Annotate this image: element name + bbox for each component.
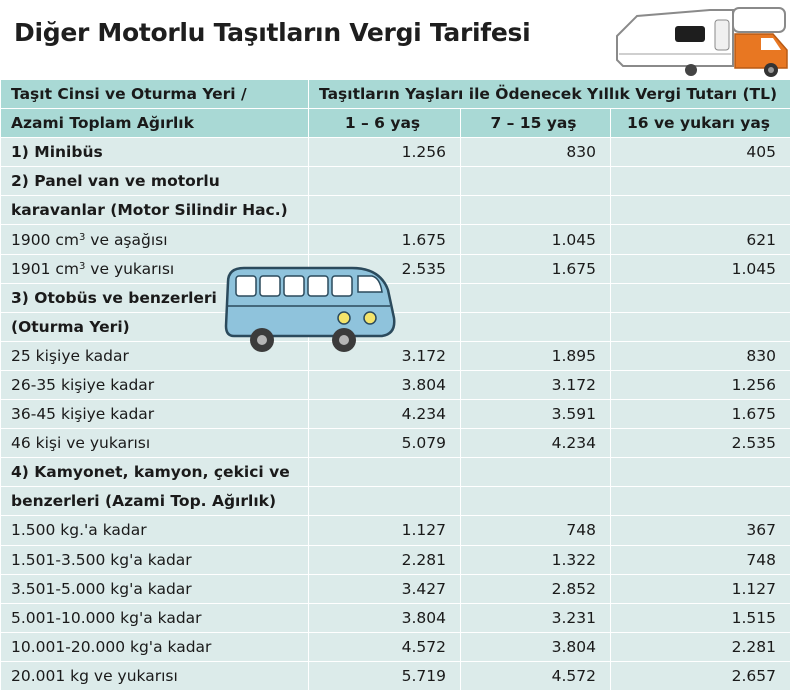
tax-value-cell: 621 [611,225,790,254]
vehicle-type-cell: karavanlar (Motor Silindir Hac.) [1,196,309,225]
label-text: 1901 cm [11,260,79,278]
vehicle-type-header: Taşıt Cinsi ve Oturma Yeri / [1,80,309,109]
table-row [1,487,790,516]
tax-value-cell: 2.281 [309,545,461,574]
table-row [1,225,790,254]
vehicle-type-cell: 26-35 kişiye kadar [1,370,309,399]
tax-amount-group-header: Taşıtların Yaşları ile Ödenecek Yıllık Vergi Tutarı (TL) [309,80,790,109]
tax-value-cell: 5.079 [309,429,461,458]
tax-value-cell [309,458,461,487]
table-row [1,400,790,429]
tax-value-cell: 3.427 [309,574,461,603]
table-row [1,661,790,690]
header-row [1,109,790,138]
tax-value-cell: 1.322 [461,545,611,574]
tax-value-cell: 2.281 [611,632,790,661]
table-row [1,516,790,545]
tax-value-cell: 748 [461,516,611,545]
tax-value-cell: 830 [611,341,790,370]
tax-value-cell [461,458,611,487]
vehicle-type-cell: 1) Minibüs [1,138,309,167]
tax-value-cell: 1.256 [611,370,790,399]
tax-value-cell [461,283,611,312]
vehicle-type-cell: 3) Otobüs ve benzerleri [1,283,309,312]
vehicle-type-header-line2: Azami Toplam Ağırlık [1,109,309,138]
tax-value-cell: 367 [611,516,790,545]
tax-value-cell: 1.127 [309,516,461,545]
table-row [1,429,790,458]
tax-value-cell [309,167,461,196]
tax-value-cell: 4.234 [309,400,461,429]
tax-value-cell: 830 [461,138,611,167]
tax-value-cell: 1.256 [309,138,461,167]
table-row [1,458,790,487]
vehicle-type-cell: 4) Kamyonet, kamyon, çekici ve [1,458,309,487]
tax-value-cell: 1.045 [461,225,611,254]
tax-tariff-table [0,79,790,691]
vehicle-type-cell: 36-45 kişiye kadar [1,400,309,429]
label-text: 1900 cm [11,231,79,249]
tax-value-cell: 2.657 [611,661,790,690]
table-row [1,138,790,167]
tax-value-cell [611,167,790,196]
vehicle-type-cell: 25 kişiye kadar [1,341,309,370]
tax-value-cell: 2.535 [309,254,461,283]
tax-value-cell [309,196,461,225]
vehicle-type-cell: benzerleri (Azami Top. Ağırlık) [1,487,309,516]
tax-value-cell: 748 [611,545,790,574]
vehicle-type-cell: (Oturma Yeri) [1,312,309,341]
tax-value-cell: 1.675 [461,254,611,283]
table-row [1,167,790,196]
vehicle-type-cell: 1.501-3.500 kg'a kadar [1,545,309,574]
tax-value-cell [611,487,790,516]
tax-value-cell [611,283,790,312]
tax-value-cell [461,196,611,225]
tax-value-cell [461,312,611,341]
age-column-header: 7 – 15 yaş [461,109,611,138]
label-superscript: 3 [79,232,85,243]
tax-value-cell: 5.719 [309,661,461,690]
vehicle-type-cell: 10.001-20.000 kg'a kadar [1,632,309,661]
label-text: ve aşağısı [85,231,167,249]
tax-value-cell [461,167,611,196]
tax-value-cell: 3.804 [461,632,611,661]
header-row [1,80,790,109]
tax-value-cell: 2.535 [611,429,790,458]
tax-value-cell: 3.804 [309,603,461,632]
tax-value-cell: 3.172 [309,341,461,370]
table-row [1,632,790,661]
vehicle-type-cell [1,225,309,254]
tax-value-cell: 1.127 [611,574,790,603]
page-title: Diğer Motorlu Taşıtların Vergi Tarifesi [14,18,530,47]
tax-value-cell: 1.045 [611,254,790,283]
tax-value-cell: 1.675 [611,400,790,429]
age-column-header: 1 – 6 yaş [309,109,461,138]
age-column-header: 16 ve yukarı yaş [611,109,790,138]
tax-value-cell: 3.172 [461,370,611,399]
tax-value-cell: 4.572 [461,661,611,690]
table-row [1,545,790,574]
tax-value-cell: 3.231 [461,603,611,632]
tax-value-cell: 4.572 [309,632,461,661]
tax-value-cell [611,458,790,487]
tax-value-cell [611,196,790,225]
bus-illustration [222,262,400,358]
label-text: ve yukarısı [85,260,174,278]
tax-value-cell: 1.895 [461,341,611,370]
table-row [1,370,790,399]
vehicle-type-cell: 2) Panel van ve motorlu [1,167,309,196]
tax-value-cell: 3.804 [309,370,461,399]
tax-value-cell: 405 [611,138,790,167]
tax-value-cell: 1.675 [309,225,461,254]
tax-value-cell: 1.515 [611,603,790,632]
table-row [1,196,790,225]
caravan-illustration [615,2,790,80]
tax-value-cell: 2.852 [461,574,611,603]
vehicle-type-cell: 3.501-5.000 kg'a kadar [1,574,309,603]
tax-value-cell: 4.234 [461,429,611,458]
table-row [1,603,790,632]
table-row [1,574,790,603]
vehicle-type-cell: 46 kişi ve yukarısı [1,429,309,458]
tax-value-cell: 3.591 [461,400,611,429]
vehicle-type-cell: 5.001-10.000 kg'a kadar [1,603,309,632]
label-superscript: 3 [79,261,85,272]
tax-value-cell [461,487,611,516]
tax-value-cell [309,487,461,516]
tax-value-cell [611,312,790,341]
vehicle-type-cell: 1.500 kg.'a kadar [1,516,309,545]
vehicle-type-cell: 20.001 kg ve yukarısı [1,661,309,690]
